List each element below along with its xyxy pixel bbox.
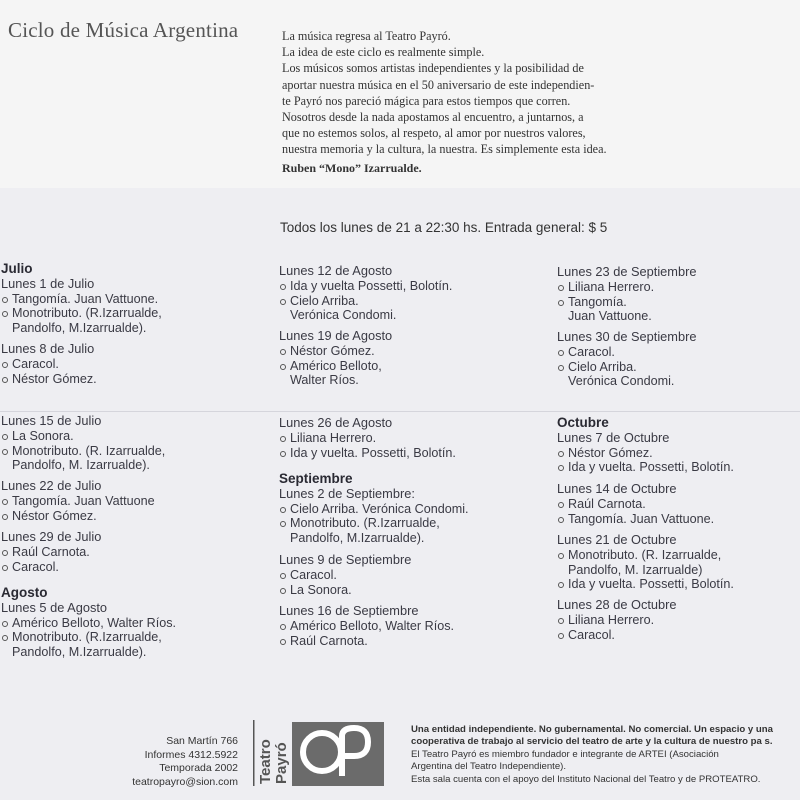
performer-item: Tangomía. Juan Vattuone [1,494,155,509]
footer-line: El Teatro Payró es miembro fundador e integrante de ARTEI (Asociación [411,748,719,760]
performer-item: Néstor Gómez. [557,446,734,461]
address-street: San Martín 766 [166,735,238,747]
month-heading: Septiembre [279,471,353,486]
intro-line: Los músicos somos artistas independientes y la posibilidad de [282,61,584,76]
performer-item: Liliana Herrero. [557,613,677,628]
address-phone: Informes 4312.5922 [144,748,238,761]
performer-item: Néstor Gómez. [279,344,392,359]
logo-text-teatro: Teatro [257,739,274,784]
concert-date: Lunes 21 de Octubre [557,532,677,547]
concert-date: Lunes 9 de Septiembre [279,552,412,567]
performer-item-continued: Pandolfo, M. Izarrualde). [12,458,150,473]
performer-item-continued: Juan Vattuone. [568,309,652,324]
footer-text [411,724,795,786]
performer-item: Raúl Carnota. [1,545,101,560]
logo-text-payro: Payró [273,742,290,784]
performer-item: Ida y vuelta. Possetti, Bolotín. [557,460,734,475]
schedule-info: Todos los lunes de 21 a 22:30 hs. Entrada general: $ 5 [280,220,608,235]
performer-item: Caracol. [1,560,101,575]
performer-item: Caracol. [557,345,696,360]
concert-date: Lunes 2 de Septiembre: [279,485,415,501]
concert-entry [1,414,165,473]
performer-item: Américo Belloto, Walter Ríos. [1,616,176,631]
performer-item: Monotributo. (R. Izarrualde, [1,444,165,459]
performer-item: Ida y vuelta Possetti, Bolotín. [279,279,452,294]
performer-item-continued: Pandolfo, M.Izarrualde). [12,645,147,660]
performer-item-continued: Verónica Condomi. [290,308,397,323]
performer-item: Liliana Herrero. [279,431,456,446]
performer-item: Monotributo. (R.Izarrualde, [1,630,176,645]
performer-item: Néstor Gómez. [1,509,155,524]
performer-item: La Sonora. [1,429,165,444]
concert-entry [279,416,456,460]
concert-date: Lunes 14 de Octubre [557,481,677,496]
concert-entry [1,530,101,574]
concert-entry [279,264,452,323]
intro-line: aportar nuestra música en el 50 aniversario de este independien- [282,77,595,92]
concert-date: Lunes 28 de Octubre [557,597,677,612]
performer-item: Tangomía. [557,295,696,310]
performer-item-continued: Walter Ríos. [290,373,359,388]
concert-date: Lunes 1 de Julio [1,275,95,291]
performer-item: La Sonora. [279,583,411,598]
concert-entry [1,342,97,386]
performer-item: Raúl Carnota. [279,634,454,649]
intro-line: nuestra memoria y la cultura, la nuestra. Es simplemente esta idea. [282,142,607,157]
performer-item: Ida y vuelta. Possetti, Bolotín. [557,577,734,592]
performer-item: Cielo Arriba. [279,294,452,309]
concert-entry [557,330,696,389]
concert-entry [279,472,469,546]
concert-date: Lunes 12 de Agosto [279,263,393,278]
fold-line [0,411,800,412]
concert-entry [279,553,411,597]
month-heading: Agosto [1,585,48,600]
concert-entry [557,265,696,324]
concert-date: Lunes 16 de Septiembre [279,603,419,618]
concert-entry [1,262,162,336]
performer-item-continued: Pandolfo, M.Izarrualde). [290,531,425,546]
footer-line: Argentina del Teatro Independiente). [411,761,567,773]
concert-entry [557,416,734,475]
concert-entry [557,482,714,526]
performer-item: Ida y vuelta. Possetti, Bolotín. [279,446,456,461]
performer-item: Américo Belloto, [279,359,392,374]
address-email: teatropayro@sion.com [132,775,238,788]
performer-item-continued: Verónica Condomi. [568,374,675,389]
concert-date: Lunes 19 de Agosto [279,328,393,343]
page-title: Ciclo de Música Argentina [8,18,239,42]
intro-line: que no estemos solos, al respeto, al amor por nuestros valores, [282,126,586,141]
concert-entry [279,604,454,648]
performer-item: Monotributo. (R.Izarrualde, [1,306,162,321]
address-block [132,735,238,789]
address-season: Temporada 2002 [159,762,238,775]
logo-divider [253,720,255,786]
intro-line: La idea de este ciclo es realmente simple. [282,45,485,60]
performer-item: Tangomía. Juan Vattuone. [1,292,162,307]
intro-text [282,28,662,158]
performer-item-continued: Pandolfo, M. Izarrualde) [568,562,703,577]
concert-date: Lunes 5 de Agosto [1,599,108,615]
performer-item-continued: Pandolfo, M.Izarrualde). [12,321,147,336]
concert-date: Lunes 22 de Julio [1,478,102,493]
performer-item: Monotributo. (R.Izarrualde, [279,516,469,531]
performer-item: Cielo Arriba. Verónica Condomi. [279,502,469,517]
intro-line: La música regresa al Teatro Payró. [282,29,451,43]
signature: Ruben “Mono” Izarrualde. [282,161,422,175]
performer-item: Caracol. [557,628,677,643]
intro-line: te Payró nos pareció mágica para estos tiempos que corren. [282,93,571,108]
concert-entry [1,586,176,660]
performer-item: Cielo Arriba. [557,360,696,375]
concert-date: Lunes 8 de Julio [1,341,95,356]
performer-item: Raúl Carnota. [557,497,714,512]
concert-entry [557,533,734,592]
teatro-payro-logo [250,718,386,788]
performer-item: Liliana Herrero. [557,280,696,295]
concert-date: Lunes 15 de Julio [1,413,102,428]
concert-date: Lunes 29 de Julio [1,529,102,544]
performer-item: Américo Belloto, Walter Ríos. [279,619,454,634]
concert-entry [557,598,677,642]
concert-date: Lunes 26 de Agosto [279,415,393,430]
month-heading: Julio [1,261,33,276]
intro-line: Nosotros desde la nada apostamos al encuentro, a juntarnos, a [282,110,584,125]
performer-item: Tangomía. Juan Vattuone. [557,512,714,527]
performer-item: Néstor Gómez. [1,372,97,387]
performer-item: Caracol. [1,357,97,372]
footer-line: cooperativa de trabajo al servicio del teatro de arte y la cultura de nuestro pa s. [411,736,773,748]
footer-line: Una entidad independiente. No gubernamental. No comercial. Un espacio y una [411,724,773,735]
footer-line: Esta sala cuenta con el apoyo del Instituto Nacional del Teatro y de PROTEATRO. [411,773,761,785]
concert-date: Lunes 30 de Septiembre [557,329,697,344]
concert-entry [1,479,155,523]
performer-item: Monotributo. (R. Izarrualde, [557,548,734,563]
concert-date: Lunes 23 de Septiembre [557,264,697,279]
month-heading: Octubre [557,415,609,430]
concert-date: Lunes 7 de Octubre [557,429,670,445]
performer-item: Caracol. [279,568,411,583]
concert-entry [279,329,392,388]
